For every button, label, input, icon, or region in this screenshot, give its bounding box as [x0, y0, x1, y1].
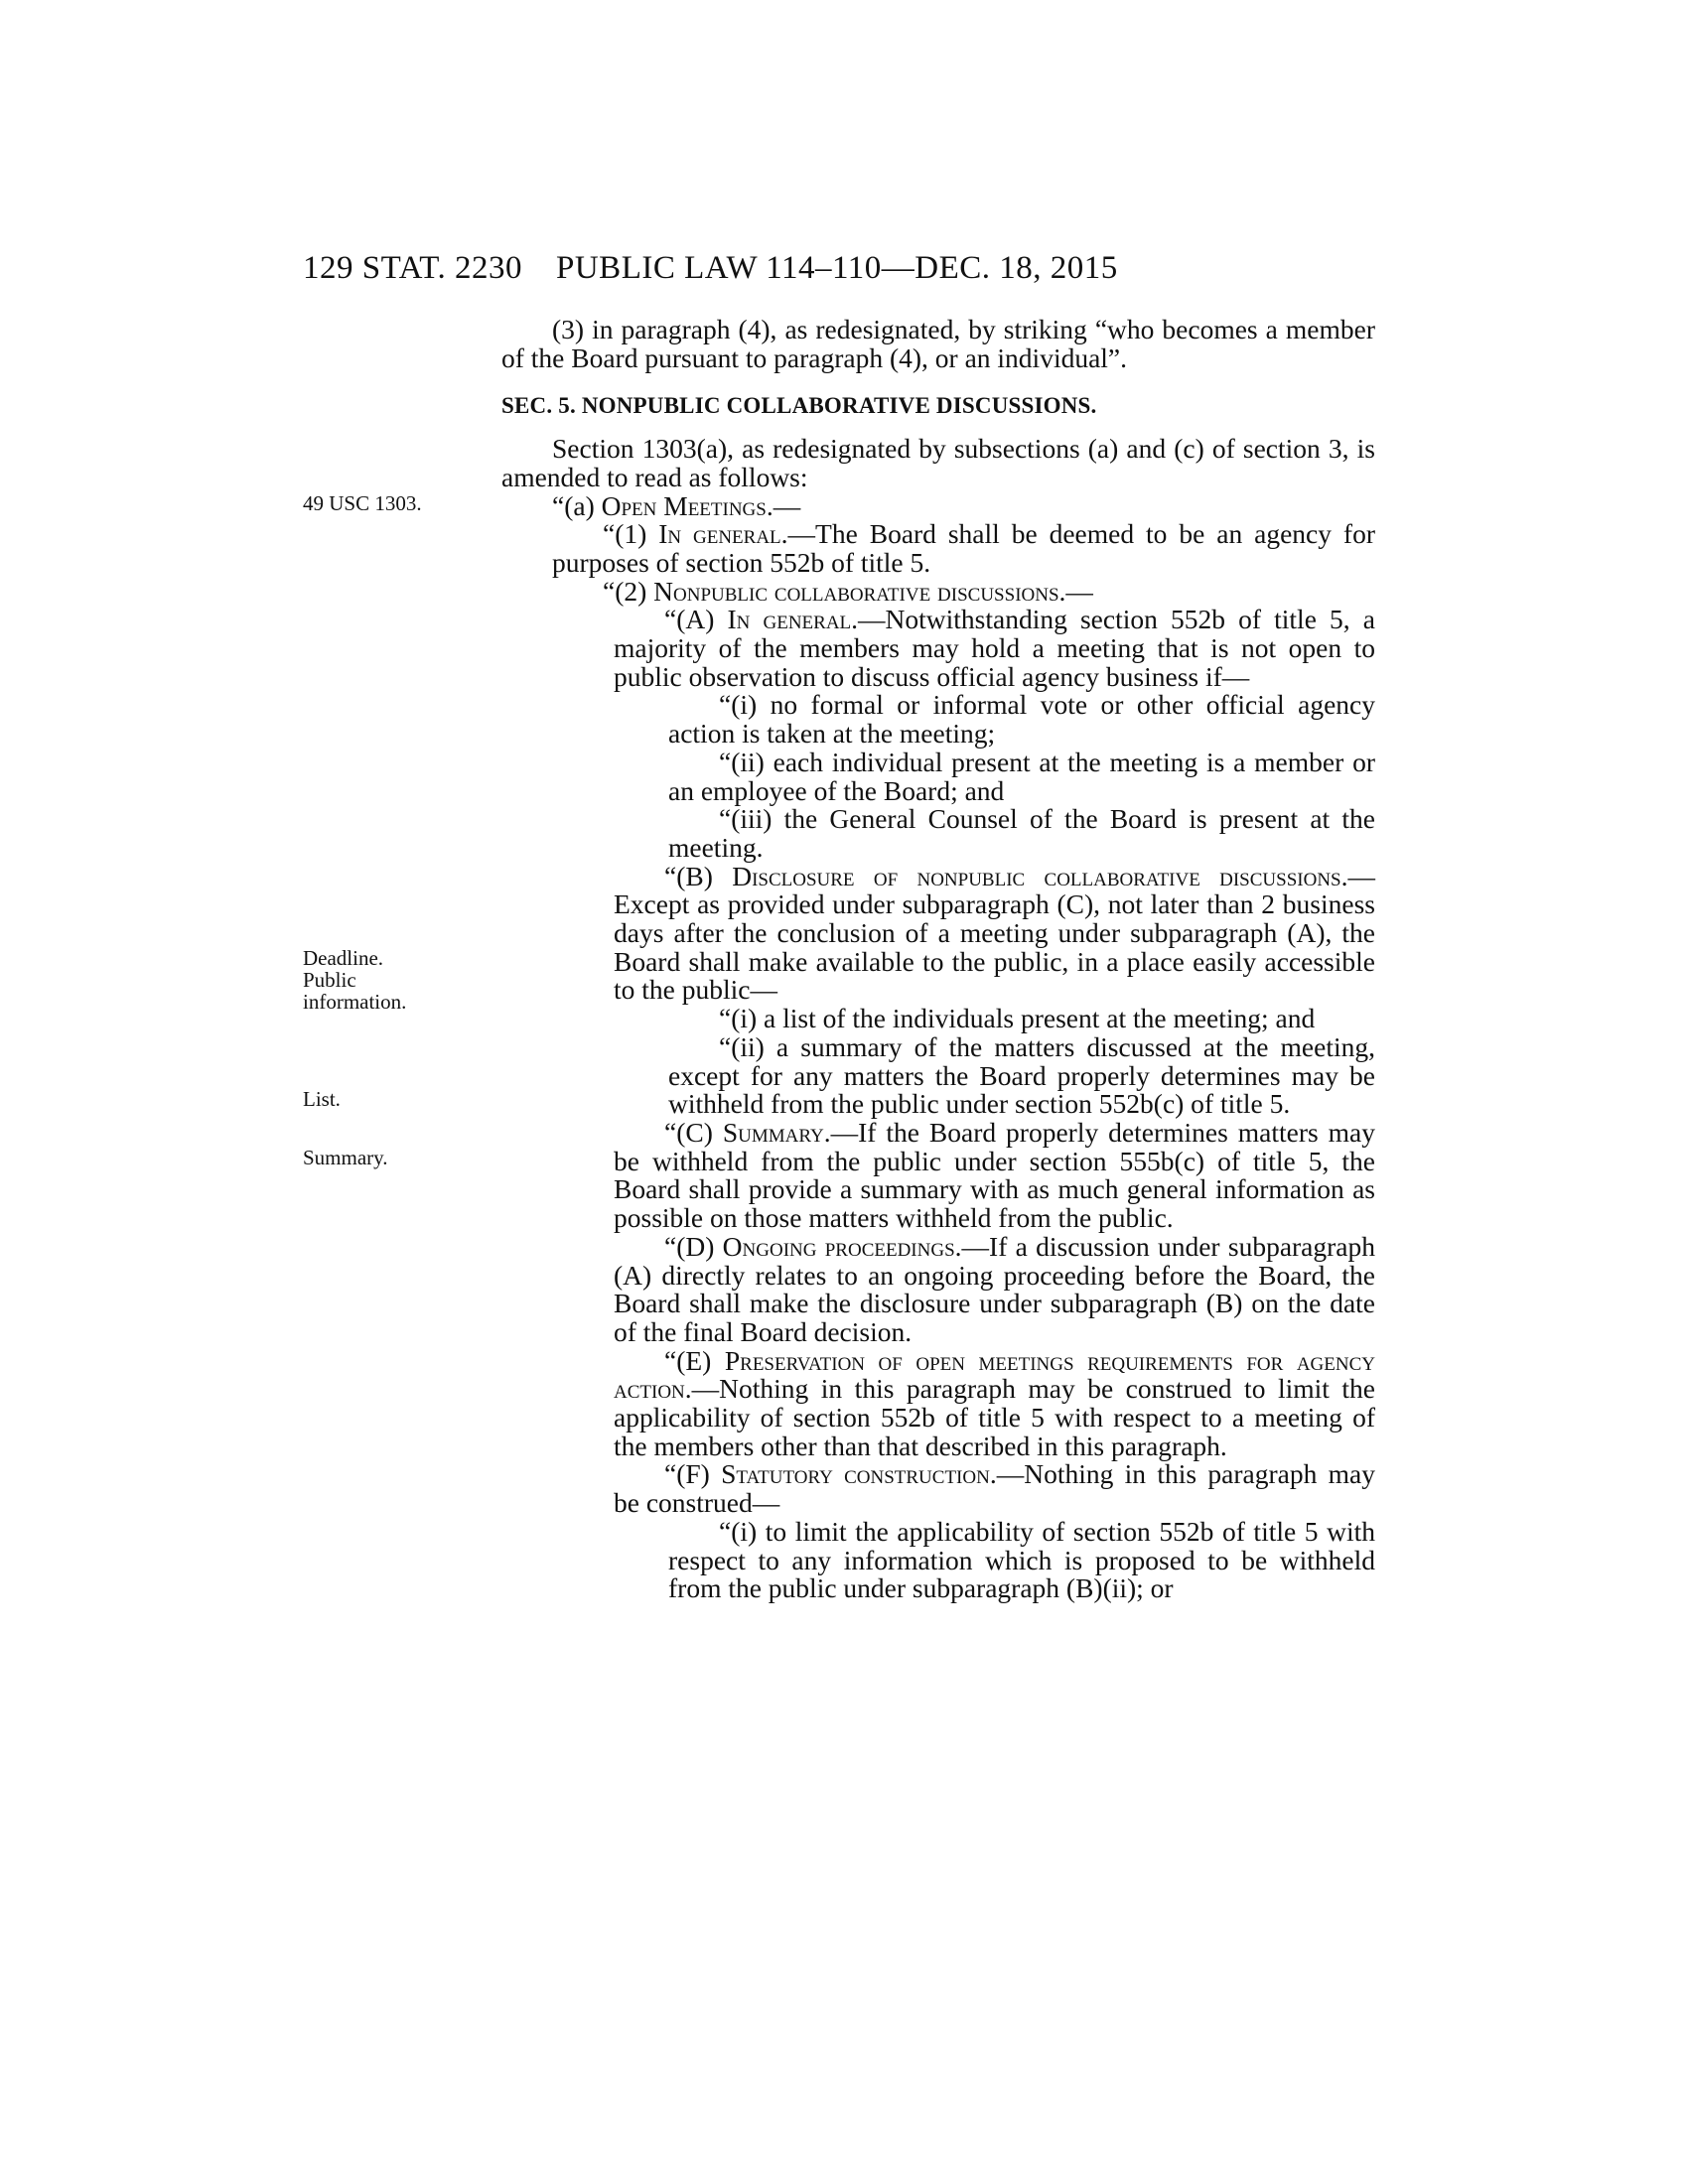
section-heading: SEC. 5. NONPUBLIC COLLABORATIVE DISCUSSIONS.	[501, 393, 1097, 419]
margin-note-list: List.	[303, 1087, 341, 1111]
margin-note-summary: Summary.	[303, 1146, 388, 1169]
subparagraph-d-heading: Ongoing proceedings	[722, 1230, 955, 1262]
margin-note-usc: 49 USC 1303.	[303, 491, 422, 515]
paragraph-3: (3) in paragraph (4), as redesignated, by striking “who becomes a member of the Board pursuant to paragraph (4), or an individual”.	[501, 314, 1375, 373]
margin-note-public-information: Public information.	[303, 968, 407, 1014]
subparagraph-f: “(F) Statutory construction.—Nothing in this paragraph may be construed—	[614, 1458, 1376, 1519]
subparagraph-c-heading: Summary	[722, 1116, 824, 1148]
subparagraph-e: “(E) Preservation of open meetings requirements for agency action.—Nothing in this paragraph may be construed to limit the applicability of section 552b of title 5 with respect to a meeting of the members other than that described in this paragraph.	[614, 1344, 1375, 1461]
body-text	[501, 316, 1375, 1603]
clause-a-ii: “(ii) each individual present at the meeting is a member or an employee of the Board; and	[668, 746, 1375, 806]
paragraph-1: “(1) In general.—The Board shall be deemed to be an agency for purposes of section 552b of title 5.	[552, 518, 1375, 578]
running-header-title: PUBLIC LAW 114–110—DEC. 18, 2015	[556, 250, 1118, 286]
subparagraph-c: “(C) Summary.—If the Board properly determines matters may be withheld from the public under section 555b(c) of title 5, the Board shall provide a summary with as much general information as possible on those matters withheld from the public.	[614, 1116, 1375, 1234]
paragraph-1-heading: In general	[658, 518, 781, 550]
subparagraph-e-heading: Preservation of open meetings requirements for agency action	[614, 1344, 1375, 1405]
clause-f-i: “(i) to limit the applicability of section 552b of title 5 with respect to any information which is proposed to be withheld from the public under subparagraph (B)(ii); or	[668, 1515, 1375, 1604]
subparagraph-a: “(A) In general.—Notwithstanding section 552b of title 5, a majority of the members may hold a meeting that is not open to public observation to discuss official agency business if—	[614, 604, 1375, 692]
paragraph-2: “(2) Nonpublic collaborative discussions.—	[603, 575, 1093, 607]
section-intro: Section 1303(a), as redesignated by subsections (a) and (c) of section 3, is amended to read as follows:	[501, 433, 1375, 492]
clause-a-i: “(i) no formal or informal vote or other official agency action is taken at the meeting;	[668, 689, 1375, 750]
subparagraph-d: “(D) Ongoing proceedings.—If a discussion under subparagraph (A) directly relates to an ongoing proceeding before the Board, the Board shall make the disclosure under subparagraph (B) on the date of the final Board decision.	[614, 1230, 1375, 1347]
clause-a-iii: “(iii) the General Counsel of the Board is present at the meeting.	[668, 803, 1375, 863]
clause-b-ii: “(ii) a summary of the matters discussed at the meeting, except for any matters the Board properly determines may be withheld from the public under section 552b(c) of title 5.	[668, 1030, 1375, 1120]
subparagraph-f-heading: Statutory construction	[721, 1458, 990, 1490]
subparagraph-a-heading: In general	[727, 604, 852, 635]
subparagraph-b: “(B) Disclosure of nonpublic collaborative discussions.—Except as provided under subparagraph (C), not later than 2 business days after the conclusion of a meeting under subparagraph (A), the Board shall make available to the public, in a place easily accessible to the public—	[614, 860, 1375, 1006]
subsection-a-heading: Open Meetings	[601, 489, 767, 521]
stat-page-number: 129 STAT. 2230	[303, 250, 523, 286]
subparagraph-b-heading: Disclosure of nonpublic collaborative discussions	[732, 860, 1341, 891]
margin-note-deadline: Deadline.	[303, 946, 384, 970]
paragraph-2-heading: Nonpublic collaborative discussions	[653, 575, 1059, 607]
subsection-a: “(a) Open Meetings.—	[552, 489, 801, 521]
clause-b-i: “(i) a list of the individuals present at the meeting; and	[719, 1003, 1316, 1034]
